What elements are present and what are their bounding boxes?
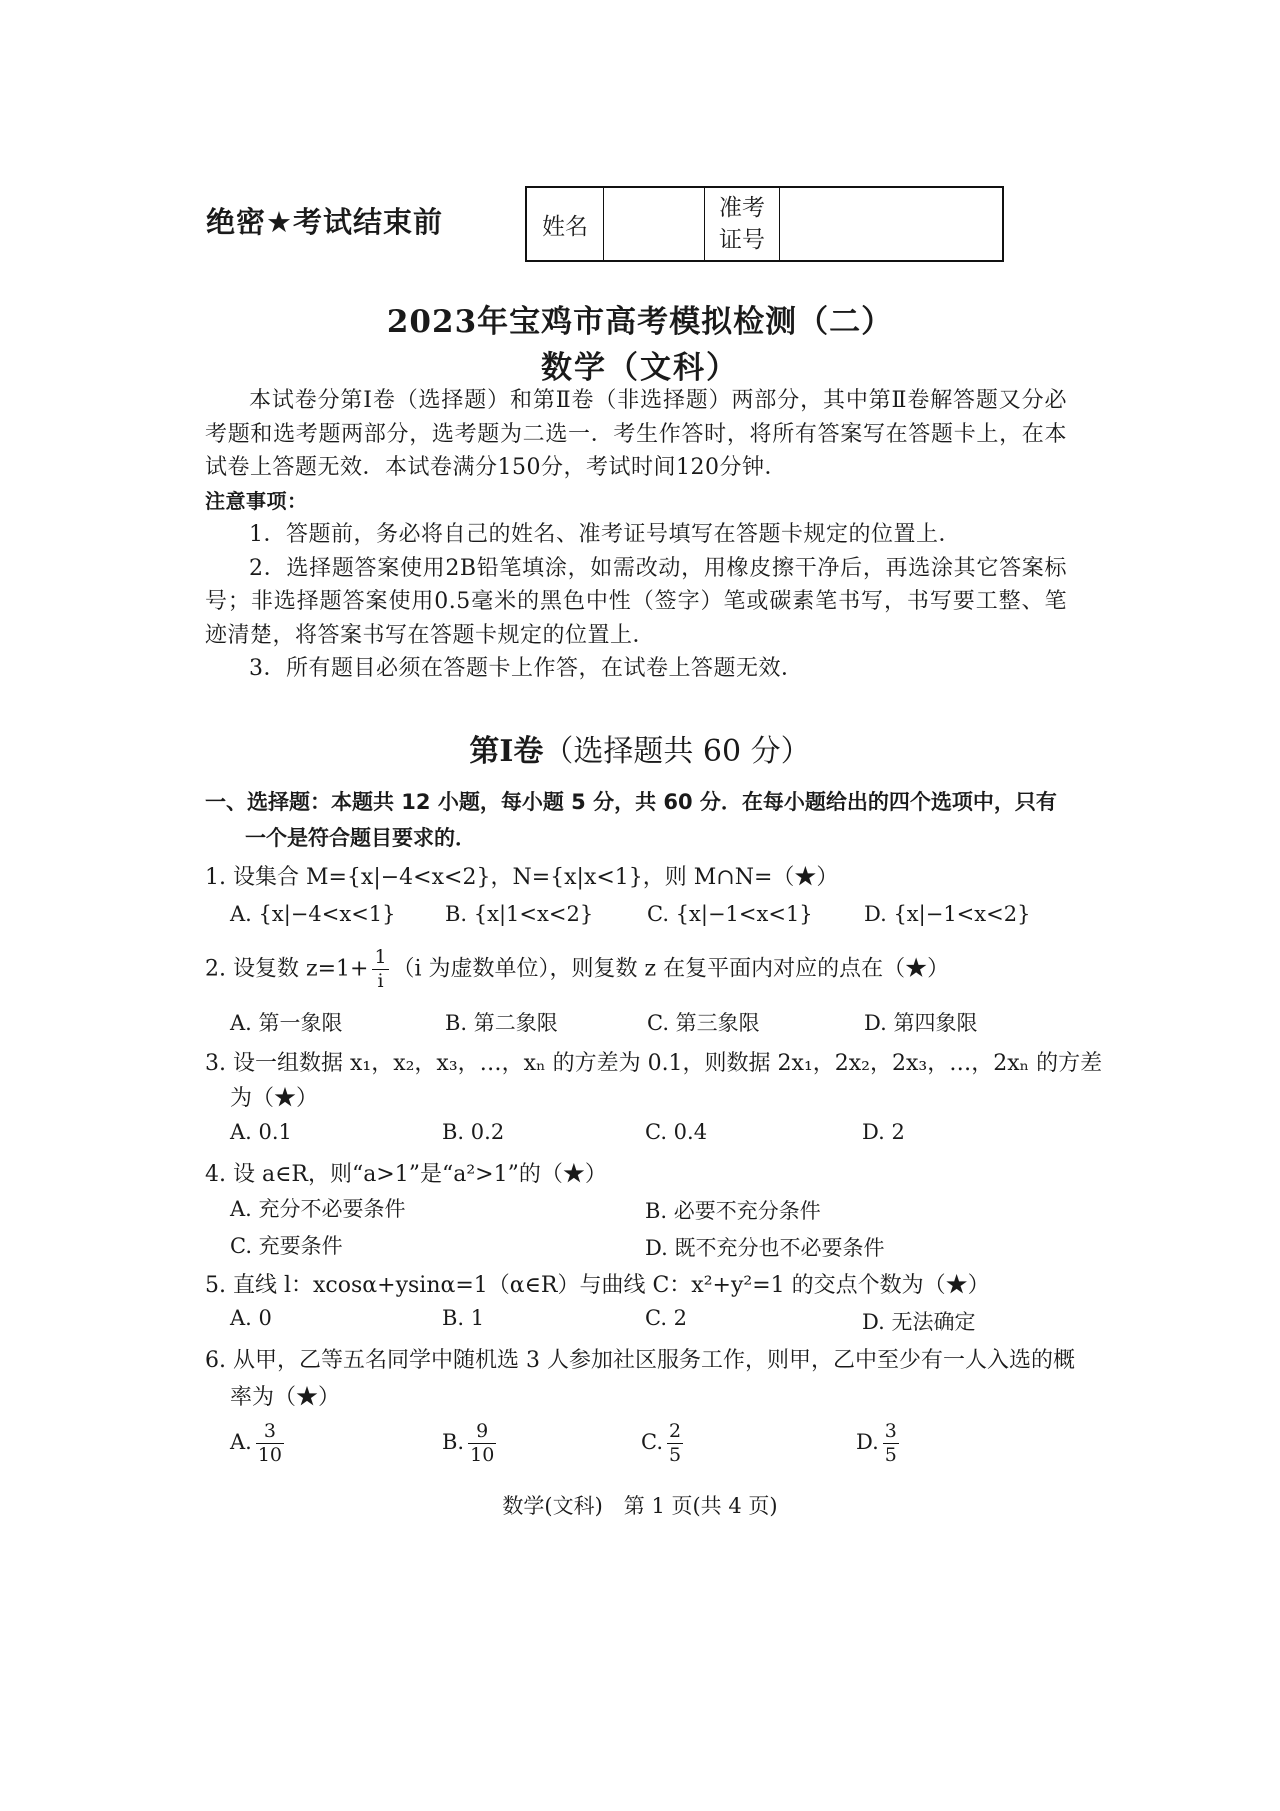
q6-d-label: D. [856, 1429, 879, 1454]
section-sub: （选择题共 60 分） [543, 734, 811, 769]
q6-a-fraction [256, 1420, 284, 1467]
q5-option-c: C. 2 [645, 1306, 688, 1330]
q6-option-d [856, 1420, 903, 1467]
q6-b-num: 9 [468, 1420, 496, 1444]
exam-id-label [705, 187, 780, 261]
q6-a-num: 3 [256, 1420, 284, 1444]
confidential-label: 绝密★考试结束前 [206, 205, 443, 239]
q3-option-b: B. 0.2 [442, 1120, 505, 1144]
q5-option-a: A. 0 [230, 1306, 272, 1330]
question-6-stem-line2: 率为（★） [230, 1385, 341, 1410]
q4-option-b: B. 必要不充分条件 [645, 1199, 821, 1223]
q3-option-c: C. 0.4 [645, 1120, 708, 1144]
q3-option-a: A. 0.1 [230, 1120, 292, 1144]
q3-option-d: D. 2 [862, 1120, 905, 1144]
question-4-stem: 4. 设 a∈R，则“a>1”是“a²>1”的（★） [205, 1162, 607, 1187]
q6-c-den: 5 [669, 1443, 682, 1466]
q5-option-d: D. 无法确定 [862, 1310, 976, 1334]
q6-option-a [230, 1420, 288, 1467]
exam-title: 2023年宝鸡市高考模拟检测（二） [386, 304, 894, 340]
q6-a-den: 10 [257, 1443, 283, 1466]
note-item: 1．答题前，务必将自己的姓名、准考证号填写在答题卡规定的位置上． [249, 522, 961, 547]
q2-fraction [372, 946, 388, 993]
part1-instructions [205, 784, 1067, 856]
name-field [604, 187, 705, 261]
question-1-stem: 1. 设集合 M={x|−4<x<2}，N={x|x<1}，则 M∩N=（★） [205, 865, 839, 890]
question-5-stem: 5. 直线 l：xcosα+ysinα=1（α∈R）与曲线 C：x²+y²=1 的交点个数为（★） [205, 1273, 990, 1298]
q2-frac-den: i [377, 969, 384, 992]
exam-id-label-line2: 证号 [719, 227, 765, 253]
notes-title: 注意事项： [205, 488, 308, 513]
q2-option-b: B. 第二象限 [445, 1011, 558, 1035]
section-heading [0, 726, 1280, 770]
q4-option-d: D. 既不充分也不必要条件 [645, 1236, 885, 1260]
q2-frac-num: 1 [374, 946, 387, 968]
q6-d-num: 3 [884, 1420, 897, 1442]
q6-c-num: 2 [669, 1420, 682, 1442]
question-3-stem-line1: 3. 设一组数据 x₁，x₂，x₃，…，xₙ 的方差为 0.1，则数据 2x₁，2x₂，2x₃，…，2xₙ 的方差 [205, 1051, 1103, 1076]
q6-d-fraction [883, 1420, 899, 1467]
question-6-stem-line1: 6. 从甲，乙等五名同学中随机选 3 人参加社区服务工作，则甲，乙中至少有一人入选的概 [205, 1348, 1075, 1373]
q6-d-den: 5 [884, 1443, 897, 1466]
part1-line2: 一个是符合题目要求的． [245, 826, 476, 850]
exam-id-label-line1: 准考 [719, 195, 765, 221]
q2-stem-pre: 2. 设复数 z=1+ [205, 956, 369, 982]
q6-b-fraction [468, 1420, 496, 1467]
candidate-info-table [525, 186, 1004, 262]
q6-b-label: B. [442, 1429, 465, 1454]
name-label: 姓名 [526, 187, 604, 261]
q6-option-c [641, 1420, 687, 1467]
q6-b-den: 10 [470, 1443, 495, 1466]
q1-option-d: D. {x|−1<x<2} [864, 902, 1031, 926]
q1-option-c: C. {x|−1<x<1} [647, 902, 813, 926]
note-item: 3．所有题目必须在答题卡上作答，在试卷上答题无效． [249, 656, 804, 681]
question-2-stem [205, 946, 949, 993]
q6-a-label: A. [230, 1429, 252, 1454]
exam-subtitle: 数学（文科） [541, 350, 739, 386]
exam-id-field [780, 187, 1004, 261]
q4-option-a: A. 充分不必要条件 [230, 1197, 406, 1221]
part1-line1: 一、选择题：本题共 12 小题，每小题 5 分，共 60 分．在每小题给出的四个选项中，只有 [205, 790, 1057, 814]
intro-block [205, 384, 1067, 686]
q6-c-label: C. [641, 1429, 663, 1454]
section-main: 第Ⅰ卷 [469, 734, 544, 769]
q5-option-b: B. 1 [442, 1306, 485, 1330]
q2-option-d: D. 第四象限 [864, 1011, 978, 1035]
intro-text: 本试卷分第Ⅰ卷（选择题）和第Ⅱ卷（非选择题）两部分，其中第Ⅱ卷解答题又分必考题和选考题两部分，选考题为二选一．考生作答时，将所有答案写在答题卡上，在本试卷上答题无效．本试卷满分150分，考试时间120分钟． [205, 388, 1067, 480]
q4-option-c: C. 充要条件 [230, 1234, 343, 1258]
q6-option-b [442, 1420, 500, 1467]
q2-option-a: A. 第一象限 [230, 1011, 343, 1035]
q1-option-b: B. {x|1<x<2} [445, 902, 594, 926]
q6-c-fraction [667, 1420, 683, 1467]
q1-option-a: A. {x|−4<x<1} [230, 902, 396, 926]
q2-stem-post: （i 为虚数单位），则复数 z 在复平面内对应的点在（★） [392, 956, 950, 982]
note-item: 2．选择题答案使用2B铅笔填涂，如需改动，用橡皮擦干净后，再选涂其它答案标号；非选择题答案使用0.5毫米的黑色中性（签字）笔或碳素笔书写，书写要工整、笔迹清楚，将答案书写在答题卡规定的位置上． [205, 555, 1067, 648]
question-3-stem-line2: 为（★） [230, 1086, 319, 1111]
q2-option-c: C. 第三象限 [647, 1011, 760, 1035]
page-footer: 数学(文科) 第 1 页(共 4 页) [502, 1494, 778, 1518]
